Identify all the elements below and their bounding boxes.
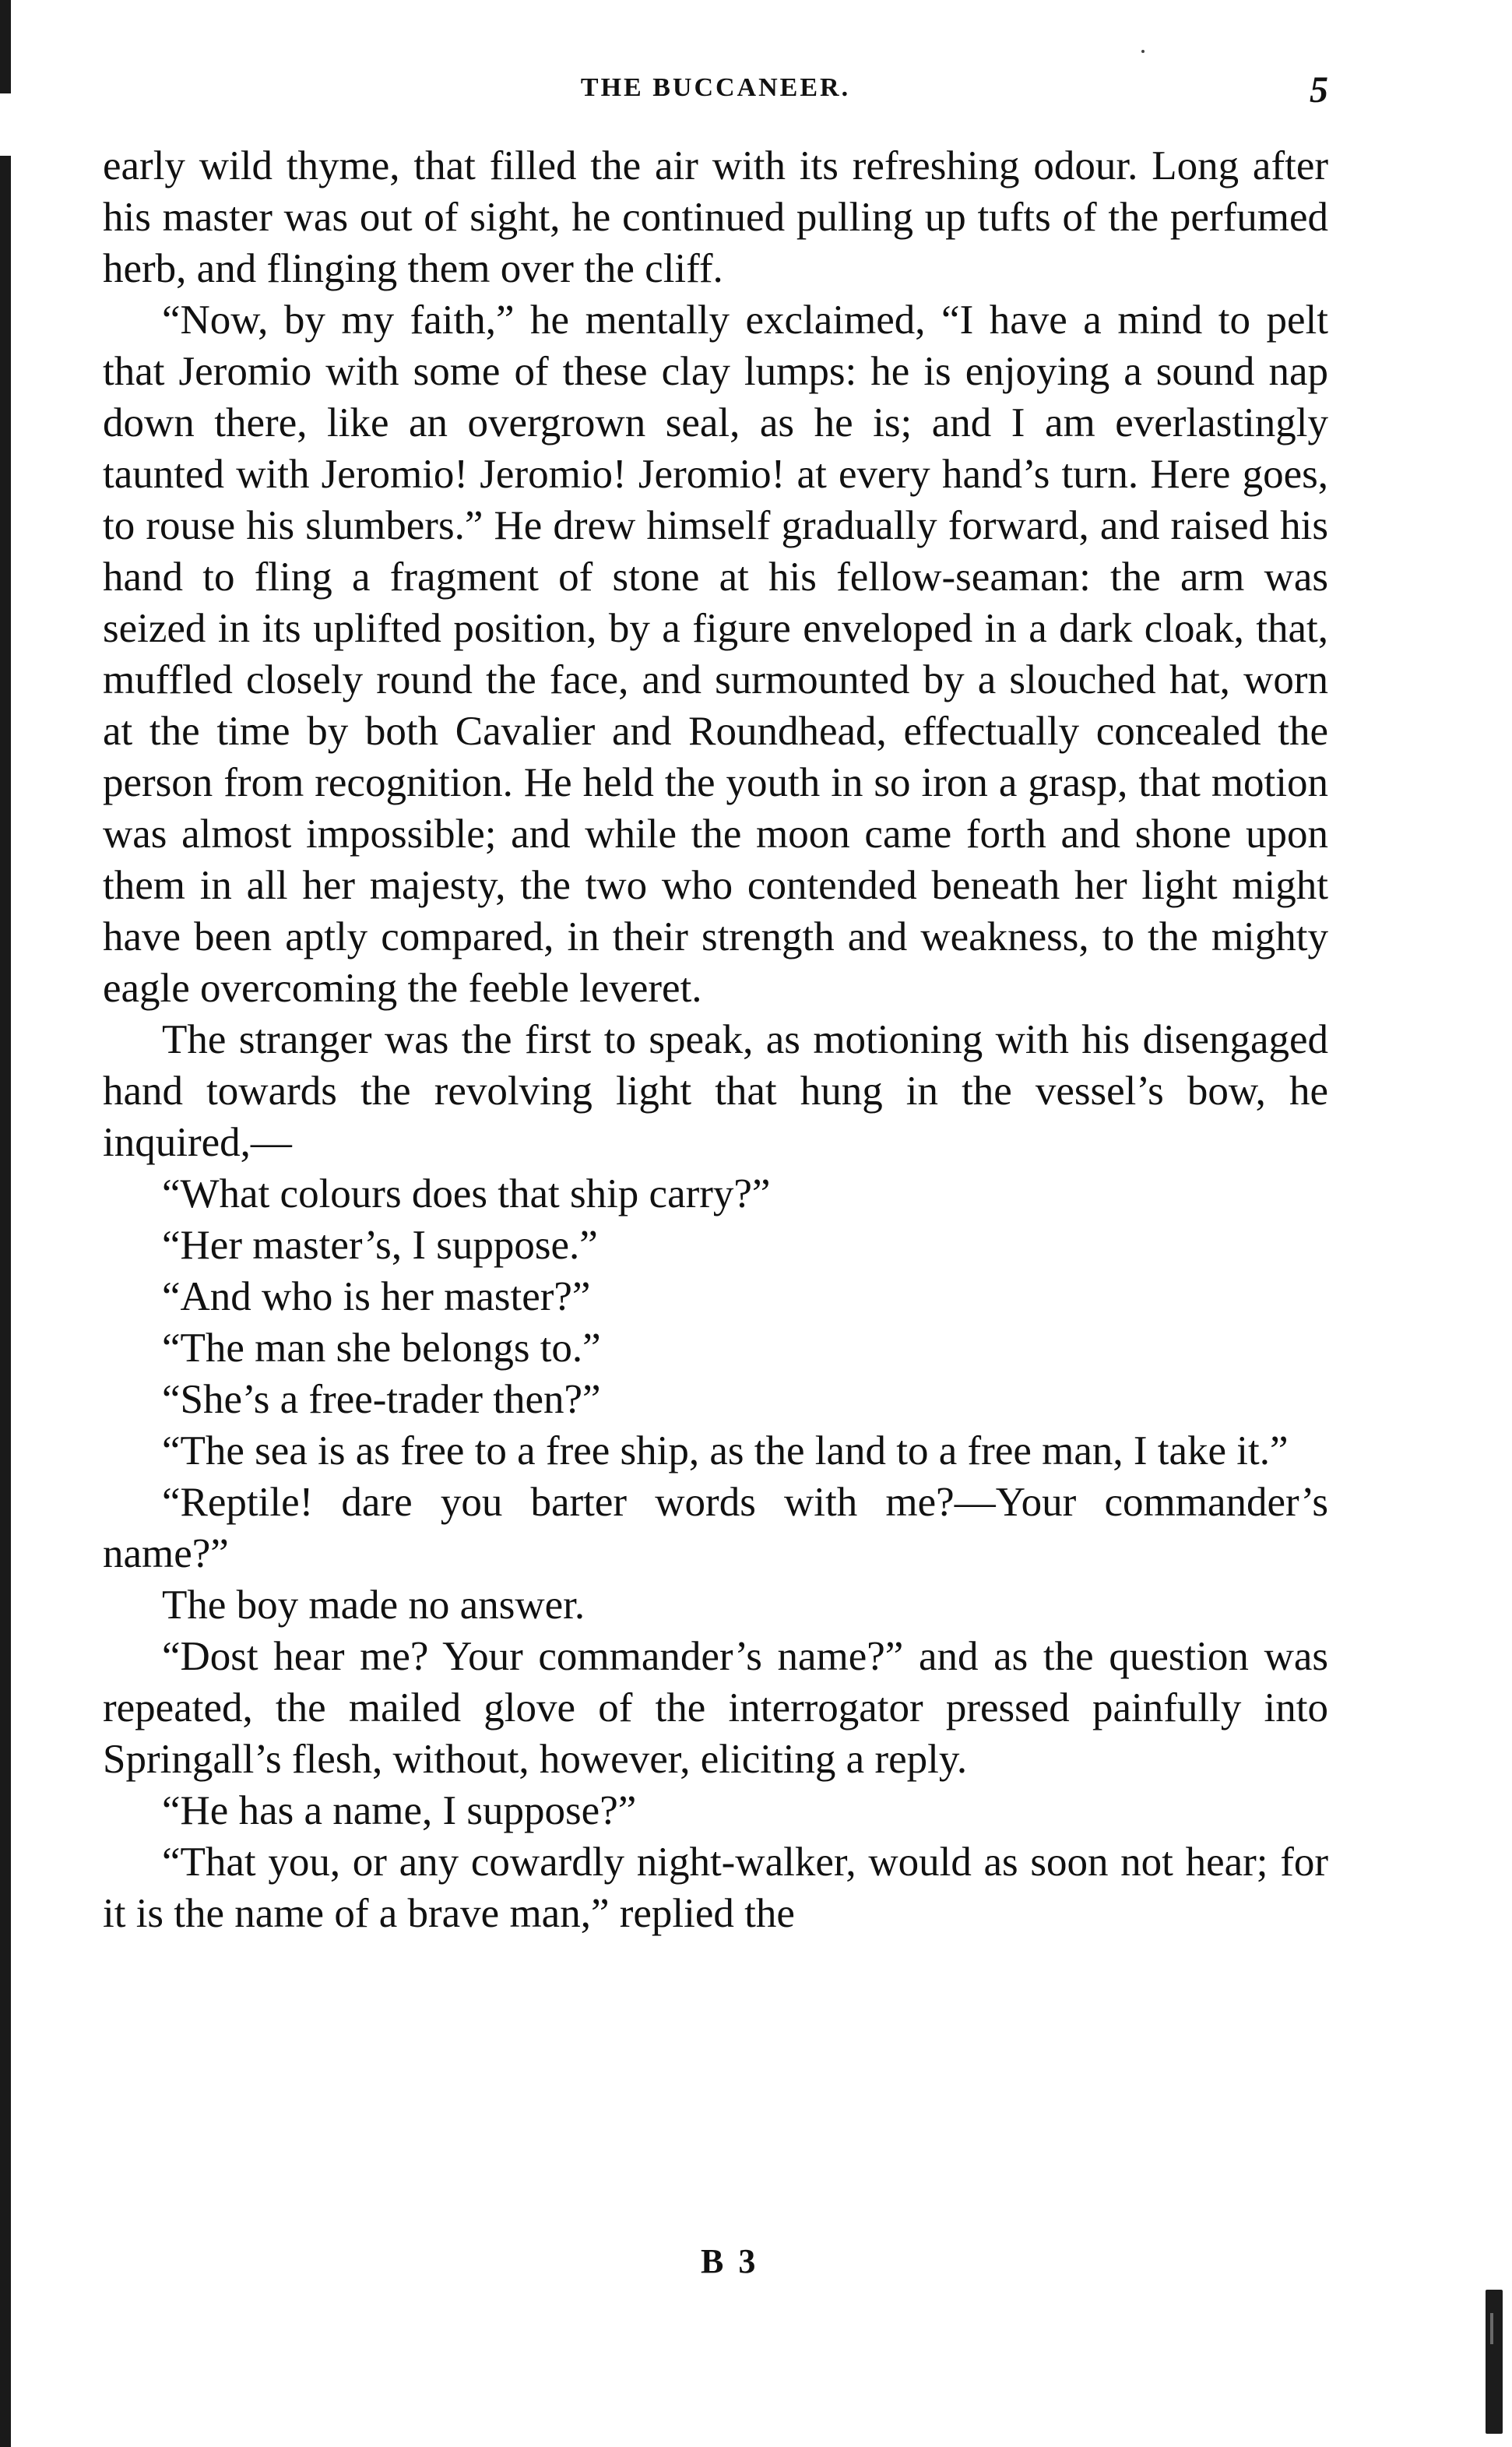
dialogue-line: “Her master’s, I suppose.” — [162, 1223, 598, 1268]
paragraph: The boy made no answer. — [162, 1583, 585, 1628]
dialogue-line: “The sea is as free to a free ship, as the land to a free man, I take it.” — [162, 1428, 1289, 1473]
dialogue-line: “She’s a free-trader then?” — [162, 1377, 601, 1422]
scan-edge-gap — [0, 93, 11, 156]
body-text — [103, 140, 1328, 1939]
paragraph: early wild thyme, that filled the air with its refreshing odour. Long after his master was out of sight, he continued pulling up tufts of the perfumed herb, and flinging them over the cliff. — [103, 143, 1328, 291]
running-title: THE BUCCANEER. — [580, 73, 851, 102]
paragraph: “Dost hear me? Your commander’s name?” and as the question was repeated, the mailed glove of the interrogator pressed painfully into Springall’s flesh, without, however, eliciting a reply. — [103, 1634, 1328, 1782]
dialogue-line: “He has a name, I suppose?” — [162, 1788, 637, 1833]
stray-mark — [1141, 50, 1145, 53]
page-number: 5 — [1310, 69, 1328, 111]
dialogue-line: “What colours does that ship carry?” — [162, 1171, 771, 1216]
printer-signature-mark: B 3 — [701, 2242, 759, 2280]
paragraph: “That you, or any cowardly night-walker, would as soon not hear; for it is the name of a brave man,” replied the — [103, 1840, 1328, 1936]
running-head — [103, 69, 1328, 120]
dialogue-line: “The man she belongs to.” — [162, 1326, 601, 1371]
dialogue-line: “And who is her master?” — [162, 1274, 591, 1319]
paragraph: “Now, by my faith,” he mentally exclaimed, “I have a mind to pelt that Jeromio with some of these clay lumps: he is enjoying a sound nap down there, like an overgrown seal, as he is; and I am everlastingly taunted with Jeromio! Jeromio! Jeromio! at every hand’s turn. Here goes, to rouse his slumbers.” He drew himself gradually forward, and raised his hand to fling a fragment of stone at his fellow-seaman: the arm was seized in its uplifted position, by a figure enveloped in a dark cloak, that, muffled closely round the face, and surmounted by a slouched hat, worn at the time by both Cavalier and Roundhead, effectually concealed the person from recognition. He held the youth in so iron a grasp, that motion was almost impossible; and while the moon came forth and shone upon them in all her majesty, the two who contended beneath her light might have been aptly compared, in their strength and weakness, to the mighty eagle overcoming the feeble leveret. — [103, 298, 1328, 1011]
scan-edge-left — [0, 0, 11, 2447]
scan-edge-right-mark — [1486, 2290, 1503, 2434]
paragraph: The stranger was the first to speak, as motioning with his disengaged hand towards the revolving light that hung in the vessel’s bow, he inquired,— — [103, 1017, 1328, 1165]
dialogue-line: “Reptile! dare you barter words with me?—Your commander’s name?” — [103, 1480, 1328, 1576]
